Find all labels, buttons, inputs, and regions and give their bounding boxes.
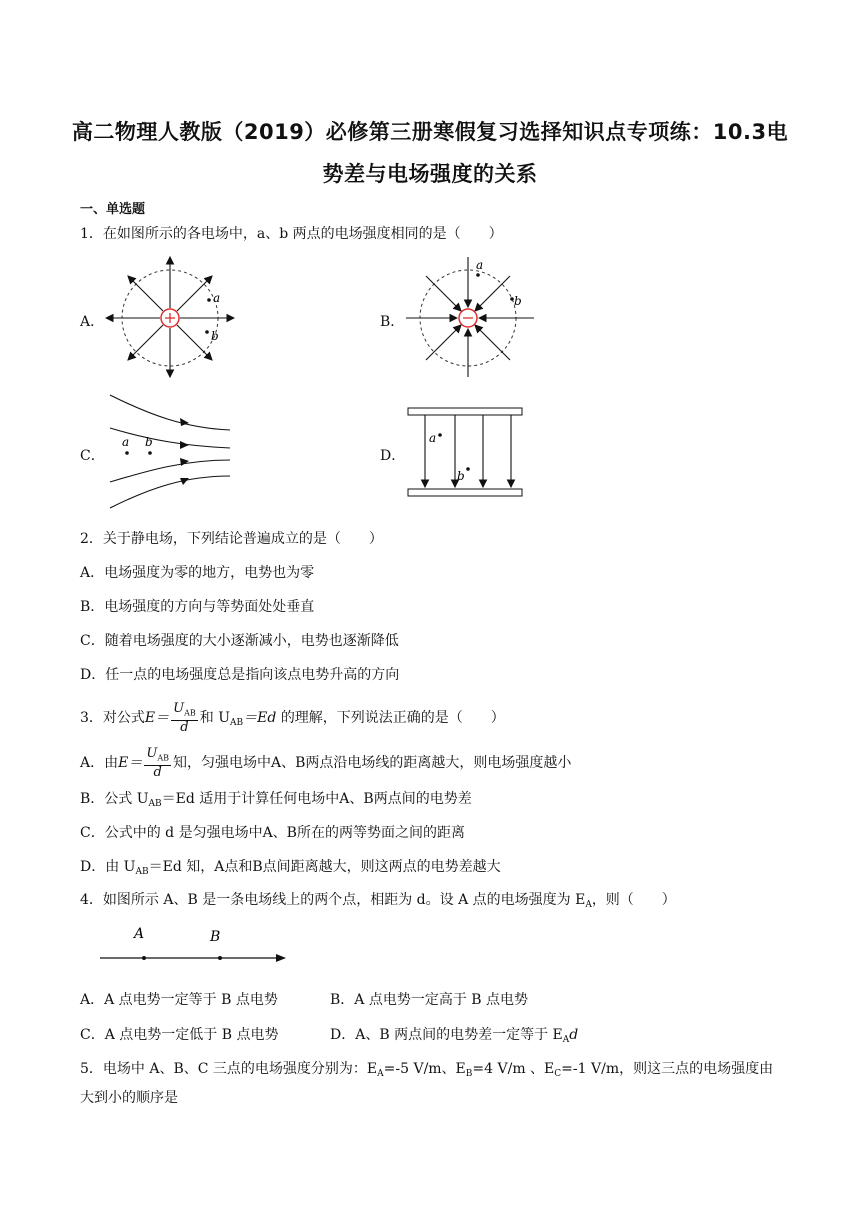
q4-label-a: A [134, 926, 145, 942]
q4-option-d: D．A、B 两点间的电势差一定等于 $E_Ad$ [330, 1027, 579, 1045]
q2-option-d: D．任一点的电场强度总是指向该点电势升高的方向 [80, 667, 400, 683]
q1c-point-b: b [145, 435, 153, 449]
q1-option-b-label: B． [380, 314, 405, 330]
q1-figure-c [105, 390, 235, 515]
q1d-point-a: a [429, 431, 437, 445]
q3-option-b: B．公式 $U_{AB}=Ed$ 适用于计算任何电场中A、B两点间的电势差 [80, 791, 472, 809]
q1d-point-b: b [457, 469, 465, 483]
q1-option-c-label: C． [80, 448, 105, 464]
q1-figure-d [405, 405, 525, 500]
q4-label-b: B [210, 929, 221, 945]
title-line-1: 高二物理人教版（2019）必修第三册寒假复习选择知识点专项练：10.3电 [71, 120, 789, 144]
q1-stem: 1．在如图所示的各电场中，a、b 两点的电场强度相同的是（ ） [80, 226, 503, 242]
q3-option-d: D．由 $U_{AB}=Ed$ 知，A点和B点间距离越大，则这两点的电势差越大 [80, 859, 501, 877]
section-heading: 一、单选题 [80, 202, 146, 217]
q4-figure [98, 920, 288, 968]
q2-stem: 2．关于静电场，下列结论普遍成立的是（ ） [80, 531, 383, 547]
q3-fraction: $\frac{U_{AB}}{d}$ [173, 701, 196, 735]
q2-option-c: C．随着电场强度的大小逐渐减小，电势也逐渐降低 [80, 633, 399, 649]
q2-option-b: B．电场强度的方向与等势面处处垂直 [80, 599, 315, 615]
q1c-point-a: a [122, 435, 130, 449]
q3-option-c: C．公式中的 d 是匀强电场中A、B所在的两等势面之间的距离 [80, 825, 465, 841]
q1-option-a-label: A． [80, 314, 105, 330]
q4-stem: 4．如图所示 A、B 是一条电场线上的两个点，相距为 d。设 A 点的电场强度为 $E_A$，则（ ） [80, 892, 676, 910]
q1-option-d-label: D． [380, 448, 406, 464]
q1-figure-a [100, 255, 240, 385]
q3-stem: 3．对公式E＝ $\frac{U_{AB}}{d}$ 和 $U_{AB}=Ed$ 的理解，下列说法正确的是（ ） [80, 701, 505, 735]
q2-option-a: A．电场强度为零的地方，电势也为零 [80, 565, 315, 581]
title-line-2: 势差与电场强度的关系 [322, 162, 538, 186]
q5-line-2: 大到小的顺序是 [80, 1090, 178, 1106]
q1-figure-b [400, 255, 540, 385]
q1a-point-b: b [211, 329, 219, 343]
q1b-point-b: b [514, 294, 522, 308]
q4-option-a: A．A 点电势一定等于 B 点电势 [80, 992, 278, 1008]
q4-option-c: C．A 点电势一定低于 B 点电势 [80, 1027, 279, 1043]
q4-option-b: B．A 点电势一定高于 B 点电势 [330, 992, 529, 1008]
q1b-point-a: a [476, 258, 484, 272]
q3-option-a: A．由E＝ $\frac{U_{AB}}{d}$ 知，匀强电场中A、B两点沿电场线的距离越大，则电场强度越小 [80, 746, 572, 780]
q5-line-1: 5．电场中 A、B、C 三点的电场强度分别为：$E_A=-5$ V/m、$E_B=4$ V/m 、$E_C=-1$ V/m，则这三点的电场强度由 [80, 1061, 774, 1079]
q1a-point-a: a [213, 291, 221, 305]
